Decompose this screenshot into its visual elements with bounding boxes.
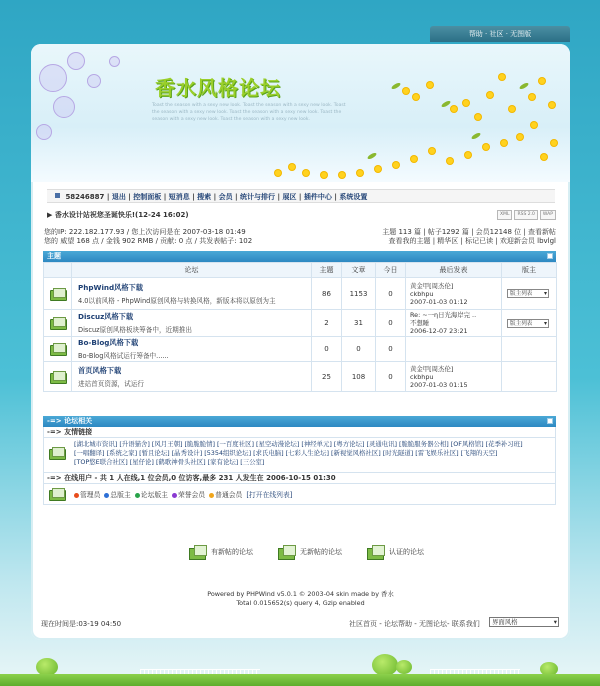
member-gem-icon [74, 493, 79, 498]
bubble-decoration [87, 74, 101, 88]
last-post-time: 2007-01-03 01:12 [410, 297, 468, 306]
friend-link[interactable]: [家有论坛] [207, 458, 239, 466]
friend-link[interactable]: [时光隧道] [382, 449, 414, 457]
nav-settings[interactable]: 系统设置 [339, 193, 368, 201]
friend-link[interactable]: [脆脆脆情] [184, 440, 216, 448]
member-gem-icon [209, 493, 214, 498]
forum-topics: 86 [312, 278, 342, 310]
forum-list-section [43, 251, 556, 392]
last-post-author[interactable]: 不想睡 [410, 319, 430, 327]
user-credit-info: 您的 威望 168 点 / 金钱 902 RMB / 贡献: 0 点 / 共发表帖子: 102 [44, 237, 253, 245]
friend-link[interactable]: [花季补习班] [485, 440, 523, 448]
friend-link[interactable]: [七彩人生论坛] [285, 449, 329, 457]
tagline: Toast the season with a sexy new look. Toast the season with a sexy new look. Toast the season with a sexy new look. Toast the season with a sexy new look. Toast the season with a sexy new look. Toast the season with a sexy new look. [152, 103, 346, 122]
last-post-title[interactable]: 黄金甲[周杰伦] [410, 364, 454, 373]
legend-item: 论坛版主 [135, 489, 168, 499]
nav-control-panel[interactable]: 控制面板 [133, 193, 162, 201]
tree-decoration [372, 654, 398, 676]
board-stats[interactable]: 主题 113 篇 | 帖子1292 篇 | 会员12148 位 | 查看新帖 [382, 228, 556, 236]
friend-link[interactable]: [系统之家] [106, 449, 138, 457]
forum-today: 0 [376, 310, 406, 337]
legend-item: 总版主 [104, 489, 130, 499]
last-post-time: 2007-01-03 01:15 [410, 380, 468, 389]
links-folder-icon [48, 446, 66, 460]
nav-search[interactable]: 搜索 [197, 193, 212, 201]
bubble-decoration [109, 56, 120, 67]
last-post-author[interactable]: ckbhpu [410, 372, 434, 381]
friend-link[interactable]: [一百度社区] [217, 440, 254, 448]
forum-list-header [43, 251, 556, 262]
forum-posts: 108 [342, 362, 376, 392]
grass-decoration [0, 674, 600, 686]
friend-link[interactable]: [星空动漫论坛] [255, 440, 300, 448]
member-gem-icon [135, 493, 140, 498]
nav-messages[interactable]: 短消息 [168, 193, 190, 201]
friend-link[interactable]: [升语猫舍] [119, 440, 150, 448]
forum-topics: 2 [312, 310, 342, 337]
friend-link[interactable]: [神经单元] [301, 440, 332, 448]
top-links[interactable]: 帮助 · 社区 · 无图版 [430, 26, 570, 42]
friend-link[interactable]: [一唱翻译] [74, 449, 105, 457]
friend-link[interactable]: [OF风格馆] [450, 440, 484, 448]
new-posts-forum-icon [188, 544, 208, 560]
friend-link[interactable]: [风月王朝] [151, 440, 183, 448]
nav-plugins[interactable]: 插件中心 [303, 193, 332, 201]
friend-link[interactable]: [暂且论坛] [139, 449, 170, 457]
banner [31, 44, 570, 182]
online-folder-icon [48, 487, 66, 501]
forum-name[interactable]: Bo-Blog风格下载 [78, 338, 139, 347]
bubble-decoration [36, 124, 52, 140]
friend-link[interactable]: [灵通电讯] [366, 440, 398, 448]
style-select[interactable]: 界面风格 ▾ [489, 617, 559, 627]
user-info-row1 [44, 228, 556, 237]
bubble-decoration [53, 96, 75, 118]
friend-link[interactable]: [脆脆服务器公相] [399, 440, 449, 448]
new-posts-label: 有新帖的论坛 [211, 548, 253, 556]
friend-link[interactable]: [粤方论坛] [333, 440, 365, 448]
nav-members[interactable]: 会员 [218, 193, 233, 201]
main-nav: 58246887 | 退出 | 控制面板 | 短消息 | 搜索 | 会员 | 统计与排行 | 展区 | 插件中心 | 系统设置 [47, 189, 555, 203]
open-online-list-link[interactable]: [打开在线列表] [246, 491, 293, 499]
moderator-dropdown[interactable]: 版主列表 ▾ [507, 319, 549, 328]
forum-today: 0 [376, 278, 406, 310]
user-info-row2 [44, 237, 556, 246]
forum-table [43, 262, 557, 392]
forum-topics: 25 [312, 362, 342, 392]
legend-item: 普通会员 [209, 489, 242, 499]
notice-arrow-icon: ▶ [47, 211, 55, 219]
collapse-icon[interactable] [547, 253, 553, 259]
certified-label: 认证的论坛 [389, 548, 424, 556]
bubble-decoration [67, 52, 85, 70]
forum-folder-icon [49, 342, 67, 356]
friend-link[interactable]: [5354组织论坛] [204, 449, 252, 457]
col-posts: 文章 [342, 263, 376, 278]
nav-logout[interactable]: 退出 [111, 193, 126, 201]
forum-folder-icon [49, 370, 67, 384]
member-gem-icon [104, 493, 109, 498]
friend-link[interactable]: [TOP悠E联合社区] [74, 458, 128, 466]
friend-link[interactable]: [晶秀设计] [171, 449, 203, 457]
col-forum: 论坛 [72, 263, 312, 278]
last-post-time: 2006-12-07 23:21 [410, 327, 468, 335]
bottom-scenery [0, 640, 600, 686]
last-post-title[interactable]: Re: ~一η日光海岸完 .. [410, 311, 477, 319]
bubble-decoration [39, 64, 67, 92]
nav-showcase[interactable]: 展区 [282, 193, 297, 201]
current-time: 现在时间是:03-19 04:50 [41, 620, 122, 628]
forum-posts: 31 [342, 310, 376, 337]
forum-desc: 4.0以前风格 - PhpWind原创风格与转换风格，新版本将以原创为主 [78, 296, 276, 305]
forum-today: 0 [376, 362, 406, 392]
friend-link[interactable]: [新视觉风格社区] [330, 449, 381, 457]
friend-link[interactable]: [鹤歌神骨头社区] [155, 458, 206, 466]
table-row [44, 310, 557, 337]
footer-links[interactable]: 社区首页 - 论坛帮助 - 无图论坛- 联系我们 [349, 620, 480, 628]
table-row [44, 362, 557, 392]
no-new-posts-forum-icon [277, 544, 297, 560]
status-bar [41, 617, 559, 631]
col-last-post: 最后发表 [406, 263, 502, 278]
feed-badges [497, 210, 556, 220]
forum-topics: 0 [312, 337, 342, 362]
moderator-dropdown[interactable]: 版主列表 ▾ [507, 289, 549, 298]
nav-user-id[interactable]: 58246887 [65, 193, 105, 201]
certified-forum-icon [366, 544, 386, 560]
xml-badge[interactable]: XML [497, 210, 512, 220]
online-legend-box [43, 484, 556, 505]
friend-links-list [74, 440, 551, 467]
forum-today: 0 [376, 337, 406, 362]
notice-text[interactable]: 香水设计站祝您圣诞快乐!(12-24 16:02) [54, 211, 189, 219]
friend-links-header: -=> 友情链接 [43, 427, 556, 438]
rss-badge[interactable]: RSS 2.0 [514, 210, 537, 220]
forum-desc: Discuz原创风格板块筹备中，近期推出 [78, 326, 192, 334]
forum-desc: Bo-Blog风格试运行筹备中...... [78, 352, 169, 360]
forum-desc: 进站首页资源，试运行 [78, 379, 144, 388]
friend-link[interactable]: [三公室] [240, 458, 265, 466]
main-frame [31, 44, 570, 640]
quick-links[interactable]: 查看我的主题 | 精华区 | 标记已读 | 欢迎新会员 lbvlgl [388, 237, 556, 245]
last-post-author[interactable]: ckbhpu [410, 289, 434, 298]
forum-name[interactable]: PhpWind风格下载 [78, 282, 143, 292]
online-users-header: -=> 在线用户 - 共 1 人在线,1 位会员,0 位访客,最多 231 人发生在 2006-10-15 01:30 [43, 473, 556, 484]
nav-stats[interactable]: 统计与排行 [240, 193, 276, 201]
footer-powered: Powered by PHPWind v5.0.1 © 2003-04 skin made by 香水 [207, 590, 394, 598]
col-today: 今日 [376, 263, 406, 278]
friend-link[interactable]: [求氏电脑] [253, 449, 284, 457]
friend-link[interactable]: [飞翔的天空] [460, 449, 498, 457]
forum-folder-icon [49, 287, 67, 301]
col-moderators: 版主 [502, 263, 557, 278]
nav-bullet-icon [55, 193, 60, 198]
forum-posts: 1153 [342, 278, 376, 310]
wap-badge[interactable]: WAP [540, 210, 556, 220]
related-title: -=> 论坛相关 [47, 417, 93, 425]
no-new-posts-label: 无新帖的论坛 [300, 548, 342, 556]
logo[interactable]: 香水风格论坛 [155, 76, 281, 100]
forum-list-title: 主题 [47, 252, 61, 260]
collapse-icon[interactable] [547, 418, 553, 424]
col-topics: 主题 [312, 263, 342, 278]
friend-link[interactable]: [雷飞娱乐社区] [415, 449, 459, 457]
member-gem-icon [172, 493, 177, 498]
footer-stats: Total 0.015652(s) query 4, Gzip enabled [236, 599, 365, 607]
notice[interactable] [47, 210, 189, 220]
related-header [43, 416, 556, 427]
forum-icon-legend [188, 544, 424, 560]
friend-links-box [43, 438, 556, 473]
legend-item: 管理员 [74, 489, 100, 499]
forum-name[interactable]: Discuz风格下载 [78, 312, 134, 321]
forum-folder-icon [49, 316, 67, 330]
friend-link[interactable]: [湖北城市资讯] [74, 440, 118, 448]
online-legend [74, 489, 292, 499]
related-section [43, 416, 556, 505]
table-row [44, 278, 557, 310]
forum-name[interactable]: 首页风格下载 [78, 365, 122, 375]
last-post-title[interactable]: 黄金甲[周杰伦] [410, 281, 454, 290]
tree-decoration [396, 660, 412, 674]
table-row [44, 337, 557, 362]
legend-item: 荣誉会员 [172, 489, 205, 499]
user-ip-info: 您的IP: 222.182.177.93 / 您上次访问是在 2007-03-18 01:49 [44, 228, 246, 236]
friend-link[interactable]: [星仔论] [129, 458, 154, 466]
forum-posts: 0 [342, 337, 376, 362]
